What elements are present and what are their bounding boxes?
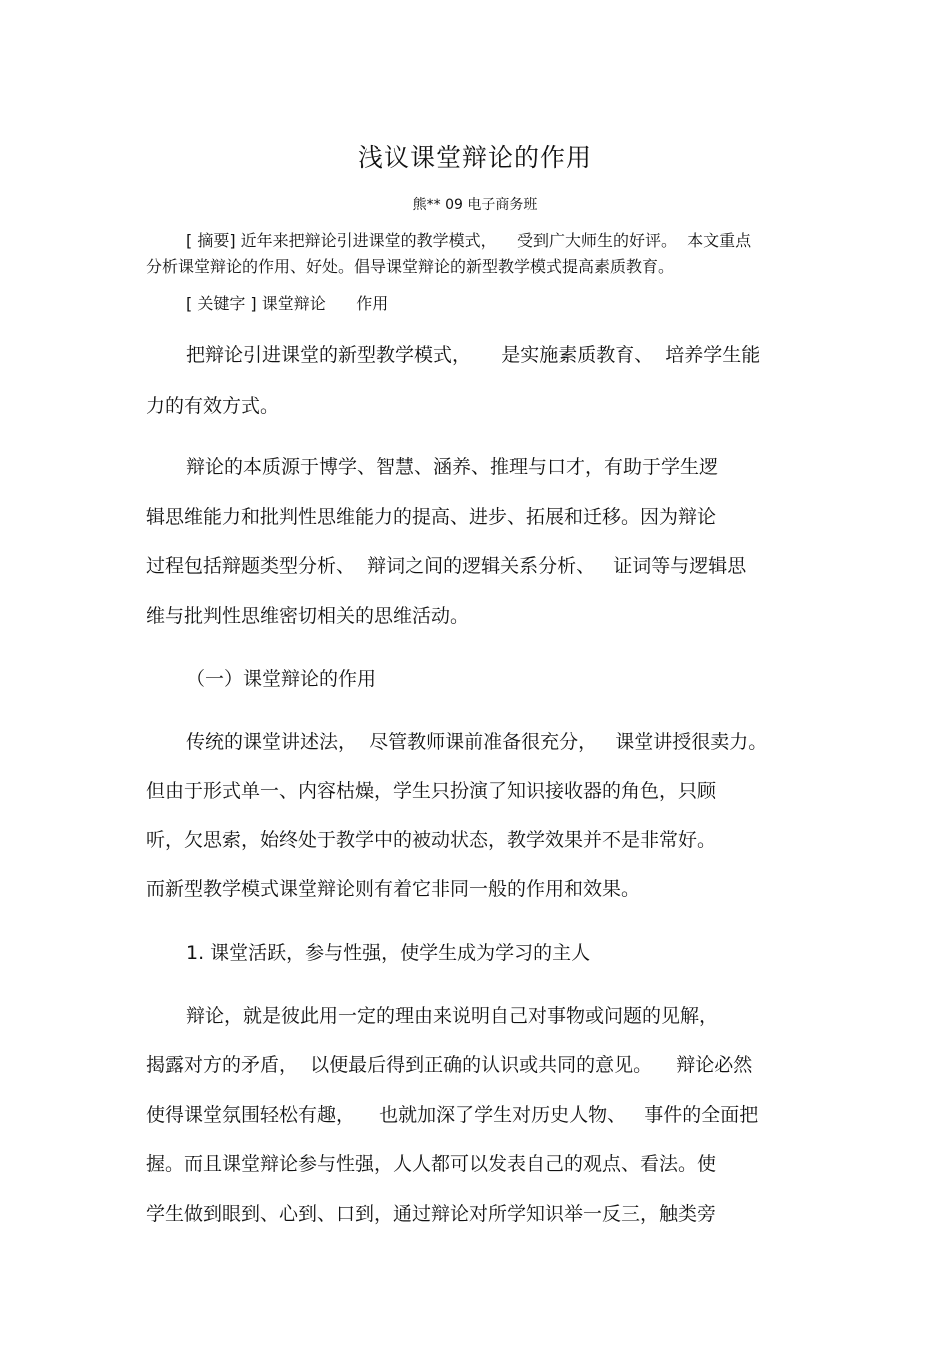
keywords-line: [ 关键字 ] 课堂辩论 作用 [186, 294, 389, 313]
document-title: 浅议课堂辩论的作用 [357, 143, 592, 172]
body-line: 传统的课堂讲述法， 尽管教师课前准备很充分， 课堂讲授很卖力。 [186, 731, 768, 753]
body-line: 力的有效方式。 [146, 395, 280, 417]
body-line: 维与批判性思维密切相关的思维活动。 [146, 605, 470, 627]
body-line: 过程包括辩题类型分析、 辩词之间的逻辑关系分析、 证词等与逻辑思 [146, 555, 747, 577]
body-line: 使得课堂氛围轻松有趣， 也就加深了学生对历史人物、 事件的全面把 [146, 1104, 759, 1126]
author-byline: 熊** 09 电子商务班 [412, 197, 538, 213]
body-line: 学生做到眼到、心到、口到，通过辩论对所学知识举一反三，触类旁 [146, 1203, 717, 1225]
body-line: 把辩论引进课堂的新型教学模式， 是实施素质教育、 培养学生能 [186, 344, 761, 366]
body-line: 而新型教学模式课堂辩论则有着它非同一般的作用和效果。 [146, 878, 641, 900]
section-heading: （一）课堂辩论的作用 [186, 668, 377, 690]
abstract-line-1: [ 摘要] 近年来把辩论引进课堂的教学模式， 受到广大师生的好评。 本文重点 [186, 231, 752, 250]
body-line: 辩论，就是彼此用一定的理由来说明自己对事物或问题的见解， [186, 1005, 719, 1027]
body-line: 辩论的本质源于博学、智慧、涵养、推理与口才，有助于学生逻 [186, 456, 719, 478]
body-line: 握。而且课堂辩论参与性强，人人都可以发表自己的观点、看法。使 [146, 1153, 717, 1175]
body-line: 揭露对方的矛盾， 以便最后得到正确的认识或共同的意见。 辩论必然 [146, 1054, 753, 1076]
body-line: 听，欠思索，始终处于教学中的被动状态，教学效果并不是非常好。 [146, 829, 717, 851]
abstract-line-2: 分析课堂辩论的作用、好处。倡导课堂辩论的新型教学模式提高素质教育。 [146, 257, 675, 276]
body-line: 但由于形式单一、内容枯燥，学生只扮演了知识接收器的角色，只顾 [146, 780, 717, 802]
body-line: 辑思维能力和批判性思维能力的提高、进步、拓展和迁移。因为辩论 [146, 506, 717, 528]
subsection-heading: 1. 课堂活跃，参与性强，使学生成为学习的主人 [186, 942, 591, 964]
